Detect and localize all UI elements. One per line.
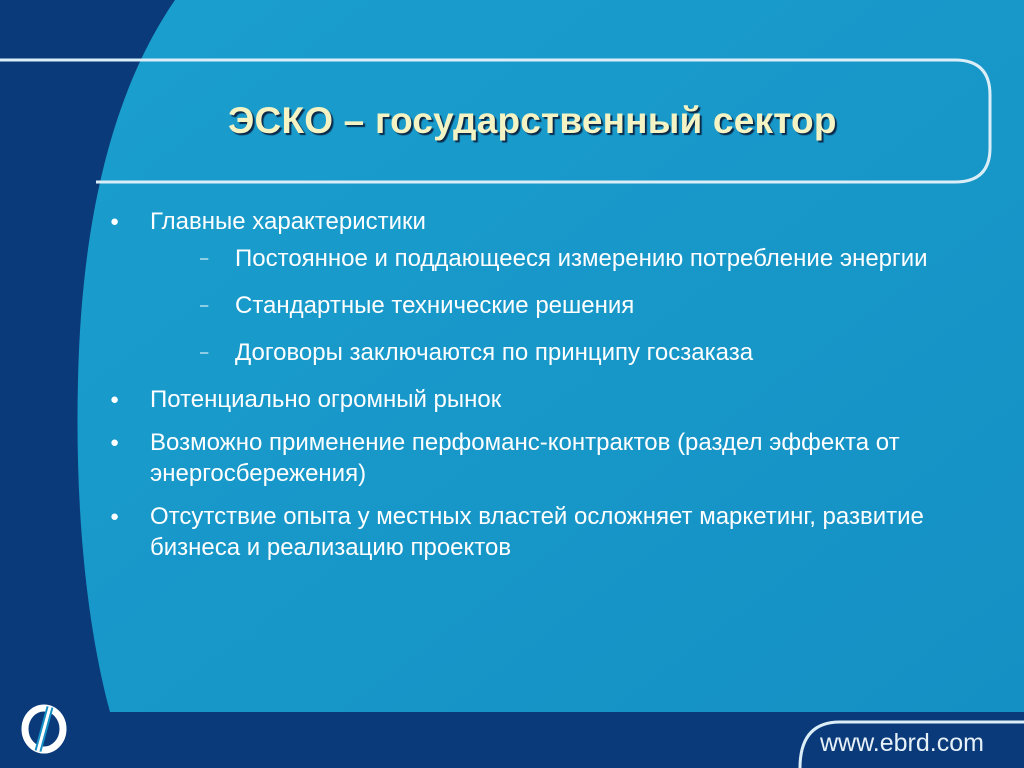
dash-marker: – <box>200 250 209 267</box>
bullet-marker: ● <box>110 508 120 525</box>
bullet-marker: ● <box>110 213 120 230</box>
sub-bullet-text: Договоры заключаются по принципу госзаказа <box>235 339 754 366</box>
bullet-item <box>110 427 970 489</box>
bullet-text: Главные характеристики <box>150 208 426 235</box>
bullet-text: Отсутствие опыта у местных властей осложняет маркетинг, развитие бизнеса и реализацию проектов <box>150 503 924 561</box>
bullet-list <box>110 206 970 575</box>
sub-bullet-item <box>150 337 970 368</box>
sub-bullet-item <box>150 243 970 274</box>
dash-marker: – <box>200 344 209 361</box>
bullet-text: Потенциально огромный рынок <box>150 386 502 413</box>
bullet-marker: ● <box>110 391 120 408</box>
dash-marker: – <box>200 297 209 314</box>
slide-title: ЭСКО – государственный сектор <box>228 100 837 141</box>
bullet-item <box>110 206 970 368</box>
bullet-text: Возможно применение перфоманс-контрактов (раздел эффекта от энергосбережения) <box>150 429 900 487</box>
bullet-item <box>110 384 970 415</box>
sub-bullet-item <box>150 290 970 321</box>
bullet-item <box>110 501 970 563</box>
ebrd-logo-icon <box>14 704 74 754</box>
footer-url[interactable]: www.ebrd.com <box>820 729 984 757</box>
sub-bullet-text: Стандартные технические решения <box>235 292 635 319</box>
bullet-marker: ● <box>110 434 120 451</box>
sub-bullet-text: Постоянное и поддающееся измерению потребление энергии <box>235 245 928 272</box>
